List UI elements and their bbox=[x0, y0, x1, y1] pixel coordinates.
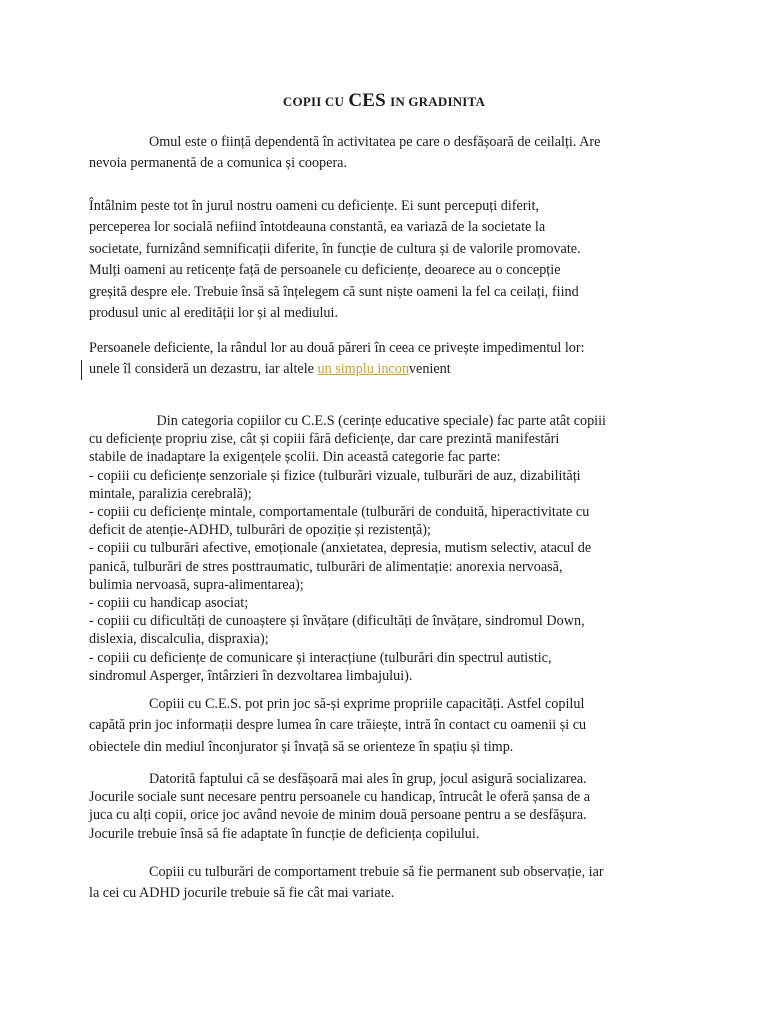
text-line: produsul unic al eredității lor și al mediului. bbox=[89, 305, 339, 322]
text-line: Jocurile trebuie însă să fie adaptate în funcție de deficiența copilului. bbox=[89, 825, 480, 842]
text-line: deficit de atenție-ADHD, tulburări de opoziție și rezistență); bbox=[89, 522, 431, 539]
text-line: sindromul Asperger, întârzieri în dezvoltarea limbajului). bbox=[89, 667, 413, 684]
text-line: unele îl consideră un dezastru, iar altele un simplu inconvenient bbox=[89, 361, 451, 378]
text-line: Persoanele deficiente, la rândul lor au două păreri în ceea ce privește impedimentul lor: bbox=[89, 340, 585, 356]
list-item: - copiii cu tulburări afective, emoționale (anxietatea, depresia, mutism selectiv, atacul de bbox=[89, 540, 592, 557]
text-line: greșită despre ele. Trebuie însă să înțelegem că sunt niște oameni la fel ca ceilați, fiind bbox=[89, 283, 579, 300]
paragraph-1 bbox=[89, 132, 689, 175]
text-cursor bbox=[81, 360, 82, 380]
text-line: perceperea lor socială nefiind întotdeauna constantă, ea variază de la societate la bbox=[89, 219, 546, 236]
hyperlink[interactable]: un simplu incon bbox=[317, 361, 409, 378]
text-line: la cei cu ADHD jocurile trebuie să fie cât mai variate. bbox=[89, 885, 395, 902]
title-suffix: IN GRADINITA bbox=[390, 94, 486, 109]
text-line: nevoia permanentă de a comunica și coopera. bbox=[89, 155, 348, 172]
text-line: juca cu alți copii, orice joc având nevoie de minim două persoane pentru a se desfășura. bbox=[89, 807, 587, 824]
text-line: dislexia, discalculia, dispraxia); bbox=[89, 631, 269, 648]
text-line: Datorită faptului că se desfășoară mai ales în grup, jocul asigură socializarea. bbox=[149, 771, 587, 787]
text-line: bulimia nervoasă, supra-alimentarea); bbox=[89, 576, 304, 593]
title-main: CES bbox=[348, 90, 386, 111]
list-item: - copiii cu handicap asociat; bbox=[89, 595, 249, 612]
text-line: Omul este o ființă dependentă în activitatea pe care o desfășoară de ceilalți. Are bbox=[149, 134, 601, 150]
text-line: Copiii cu tulburări de comportament trebuie să fie permanent sub observație, iar bbox=[149, 864, 604, 880]
paragraph-2 bbox=[89, 196, 689, 324]
text-line: panică, tulburări de stres posttraumatic, tulburări de alimentație: anorexia nervoasă, bbox=[89, 558, 563, 575]
text-line: stabile de inadaptare la exigențele școlii. Din această categorie fac parte: bbox=[89, 449, 501, 466]
list-item: - copiii cu deficiențe senzoriale și fizice (tulburări vizuale, tulburări de auz, dizabilități bbox=[89, 467, 581, 484]
text-line: Jocurile sociale sunt necesare pentru persoanele cu handicap, întrucât le oferă șansa de a bbox=[89, 789, 591, 806]
list-item: - copiii cu deficiențe mintale, comportamentale (tulburări de conduită, hiperactivitate cu bbox=[89, 504, 590, 521]
text-line: Mulți oameni au reticențe față de persoanele cu deficiențe, deoarece au o concepție bbox=[89, 262, 561, 279]
text-line: Întâlnim peste tot în jurul nostru oameni cu deficiențe. Ei sunt percepuți diferit, bbox=[89, 198, 539, 214]
text-line: Din categoria copiilor cu C.E.S (cerințe educative speciale) fac parte atât copiii bbox=[153, 413, 607, 429]
paragraph-6 bbox=[89, 770, 689, 843]
paragraph-4 bbox=[89, 412, 689, 685]
text-line: capătă prin joc informații despre lumea în care trăiește, intră în contact cu oamenii și cu bbox=[89, 717, 587, 734]
list-item: - copiii cu deficiențe de comunicare și interacțiune (tulburări din spectrul autistic, bbox=[89, 649, 552, 666]
paragraph-5 bbox=[89, 694, 689, 758]
document-title bbox=[0, 90, 768, 112]
text-line: mintale, paralizia cerebrală); bbox=[89, 485, 252, 502]
list-item: - copiii cu dificultăți de cunoaștere și învățare (dificultăți de învățare, sindromul Down, bbox=[89, 613, 585, 630]
text-line: Copiii cu C.E.S. pot prin joc să-și exprime propriile capacități. Astfel copilul bbox=[149, 696, 585, 712]
paragraph-7 bbox=[89, 862, 689, 905]
text-line: cu deficiențe propriu zise, cât și copiii fără deficiențe, dar care prezintă manifestări bbox=[89, 431, 560, 448]
text-line: societate, furnizând semnificații diferite, în funcție de cultura și de valorile promovate. bbox=[89, 240, 581, 257]
title-prefix: COPII CU bbox=[282, 94, 345, 109]
paragraph-3 bbox=[89, 338, 689, 381]
text-line: obiectele din mediul înconjurator și învață să se orienteze în spațiu și timp. bbox=[89, 738, 514, 755]
